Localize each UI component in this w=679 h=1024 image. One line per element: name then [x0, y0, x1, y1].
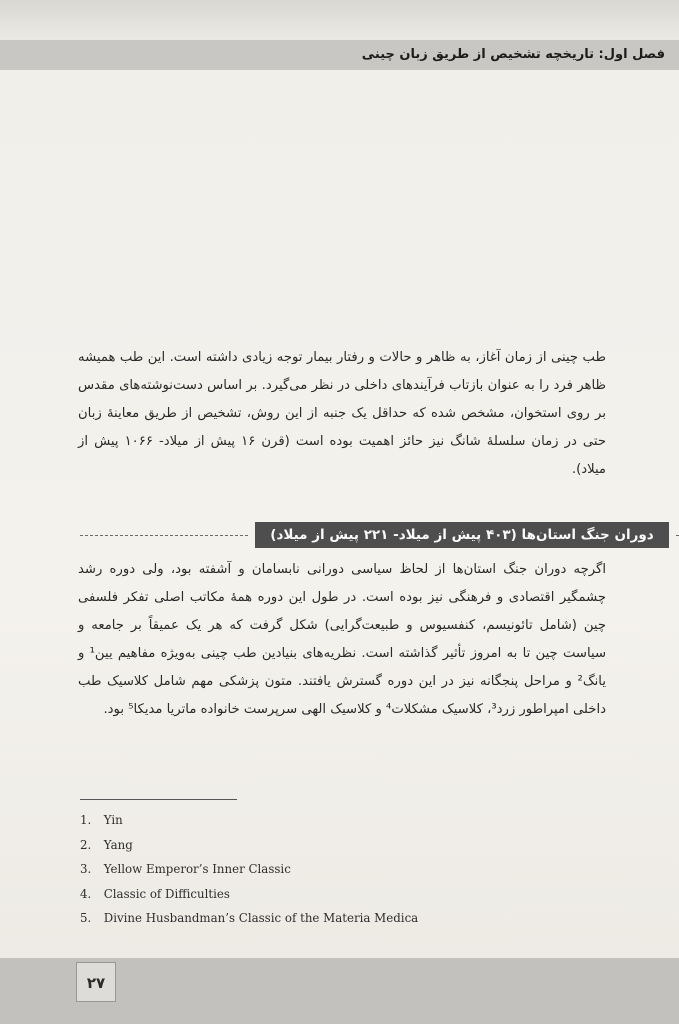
- heading-dash-left: [80, 535, 248, 536]
- chapter-title: فصل اول: تاریخچه تشخیص از طریق زبان چینی: [361, 47, 665, 62]
- footnote-text: Yin: [103, 813, 123, 827]
- section-heading: دوران جنگ استان‌ها (۴۰۳ پیش از میلاد- ۲۲۱ پیش از میلاد): [255, 522, 669, 548]
- footnote-text: Yang: [103, 837, 133, 852]
- footnote-item: [80, 808, 480, 833]
- intro-paragraph: [78, 344, 606, 484]
- footnote-item: [80, 857, 480, 882]
- footnote-text: Yellow Emperor’s Inner Classic: [103, 862, 291, 876]
- footnote-item: [80, 833, 480, 858]
- footnote-text: Divine Husbandman’s Classic of the Materia Medica: [103, 911, 419, 925]
- footnote-text: Classic of Difficulties: [103, 886, 230, 901]
- section-paragraph: [78, 556, 606, 724]
- footnote-number: 2.: [80, 837, 92, 852]
- footnote-number: 4.: [80, 886, 92, 901]
- footnotes-list: [80, 808, 480, 931]
- footnote-item: [80, 882, 480, 907]
- footnote-number: 5.: [80, 911, 92, 925]
- section-heading-row: [80, 522, 654, 548]
- footnote-item: [80, 906, 480, 931]
- footnote-divider: [80, 799, 237, 800]
- footnote-number: 3.: [80, 862, 92, 876]
- intro-paragraph-text: طب چینی از زمان آغاز، به ظاهر و حالات و رفتار بیمار توجه زیادی داشته است. این طب همیشه ظاهر فرد را به عنوان بازتاب فرآیندهای داخلی در نظر می‌گیرد. بر اساس دست‌نوشته‌های مقدس بر روی استخوان، مشخص شده که حداقل یک جنبه از این روش، تشخیص از طریق معاینهٔ زبان حتی در زمان سلسلهٔ شانگ نیز حائز اهمیت بوده است (قرن ۱۶ پیش از میلاد- ۱۰۶۶ پیش از میلاد).: [78, 350, 606, 477]
- footnote-number: 1.: [80, 813, 92, 827]
- page-number: ۲۷: [76, 962, 116, 1002]
- section-paragraph-text: اگرچه دوران جنگ استان‌ها از لحاظ سیاسی دورانی نابسامان و آشفته بود، ولی دوره رشد چشمگیر اقتصادی و فرهنگی نیز بوده است. در طول این دوره همهٔ مکاتب اصلی تفکر فلسفی چین (شامل تائونیسم، کنفسیوس و طبیعت‌گرایی) شکل گرفت که هر یک عمیقاً بر جامعه و سیاست چین تا به امروز تأثیر گذاشته است. نظریه‌های بنیادین طب چینی به‌ویژه مفاهیم یین¹ و یانگ² و مراحل پنجگانه نیز در این دوره گسترش یافتند. متون پزشکی مهم شامل کلاسیک طب داخلی امپراطور زرد³، کلاسیک مشکلات⁴ و کلاسیک الهی سرپرست خانواده ماتریا مدیکا⁵ بود.: [78, 562, 606, 717]
